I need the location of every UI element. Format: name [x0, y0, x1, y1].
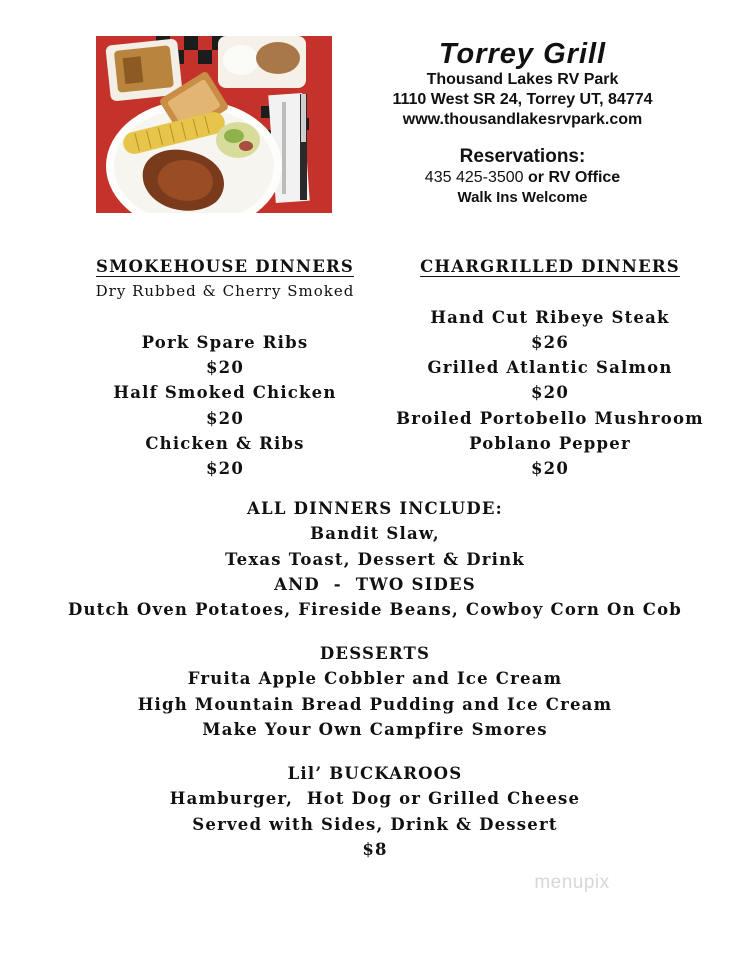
includes-sides: Dutch Oven Potatoes, Fireside Beans, Cowboy Corn On Cob — [67, 600, 683, 620]
menu-item-name: Grilled Atlantic Salmon — [427, 358, 673, 378]
phone-number[interactable]: 435 425-3500 — [424, 169, 524, 186]
address: 1110 West SR 24, Torrey UT, 84774 — [392, 91, 653, 108]
menu-item-price: $20 — [530, 383, 570, 403]
desserts-heading: DESSERTS — [319, 644, 431, 663]
smokehouse-section — [40, 254, 410, 482]
kids-line: Hamburger, Hot Dog or Grilled Cheese — [169, 789, 581, 809]
menu-item-price: $20 — [205, 358, 245, 378]
includes-heading: ALL DINNERS INCLUDE: — [247, 499, 503, 518]
kids-line: Served with Sides, Drink & Dessert — [192, 814, 558, 834]
menu-item-price: $20 — [530, 459, 570, 479]
dessert-item: Fruita Apple Cobbler and Ice Cream — [187, 669, 563, 689]
menu-item-price: $20 — [205, 459, 245, 479]
dessert-item: High Mountain Bread Pudding and Ice Cream — [137, 694, 613, 714]
restaurant-name: Torrey Grill — [438, 38, 607, 70]
phone-line — [345, 168, 700, 188]
menu-item-price: $20 — [205, 408, 245, 428]
smokehouse-tagline: Dry Rubbed & Cherry Smoked — [95, 282, 355, 301]
kids-section — [0, 761, 750, 862]
chargrilled-section — [375, 254, 725, 482]
walk-ins-note: Walk Ins Welcome — [457, 189, 588, 206]
includes-line: Bandit Slaw, — [310, 524, 440, 544]
includes-line: Texas Toast, Dessert & Drink — [225, 549, 525, 569]
menu-item-name: Chicken & Ribs — [145, 434, 305, 454]
dessert-item: Make Your Own Campfire Smores — [202, 719, 548, 739]
menu-item-name: Broiled Portobello Mushroom — [396, 408, 704, 428]
menu-item-name: Pork Spare Ribs — [141, 332, 309, 352]
kids-heading: Lil’ BUCKAROOS — [287, 764, 463, 783]
includes-line: AND - TWO SIDES — [274, 574, 476, 594]
smokehouse-heading: SMOKEHOUSE DINNERS — [95, 257, 355, 276]
menu-item-name-continued: Poblano Pepper — [469, 434, 631, 454]
spacer — [40, 305, 410, 330]
reservations-label: Reservations: — [459, 146, 586, 167]
restaurant-header — [345, 38, 700, 208]
website-link[interactable]: www.thousandlakesrvpark.com — [402, 111, 643, 128]
venue-name: Thousand Lakes RV Park — [426, 71, 619, 88]
menu-item-price: $26 — [530, 332, 570, 352]
menu-item-name: Half Smoked Chicken — [113, 383, 337, 403]
menu-item-name: Hand Cut Ribeye Steak — [430, 307, 670, 327]
phone-suffix: or RV Office — [528, 169, 621, 186]
desserts-section — [0, 641, 750, 742]
food-photo — [96, 36, 332, 213]
spacer — [375, 279, 725, 304]
menupix-watermark: menupix — [534, 872, 610, 893]
includes-section — [0, 496, 750, 622]
kids-price: $8 — [362, 839, 388, 859]
chargrilled-heading: CHARGRILLED DINNERS — [420, 257, 680, 276]
